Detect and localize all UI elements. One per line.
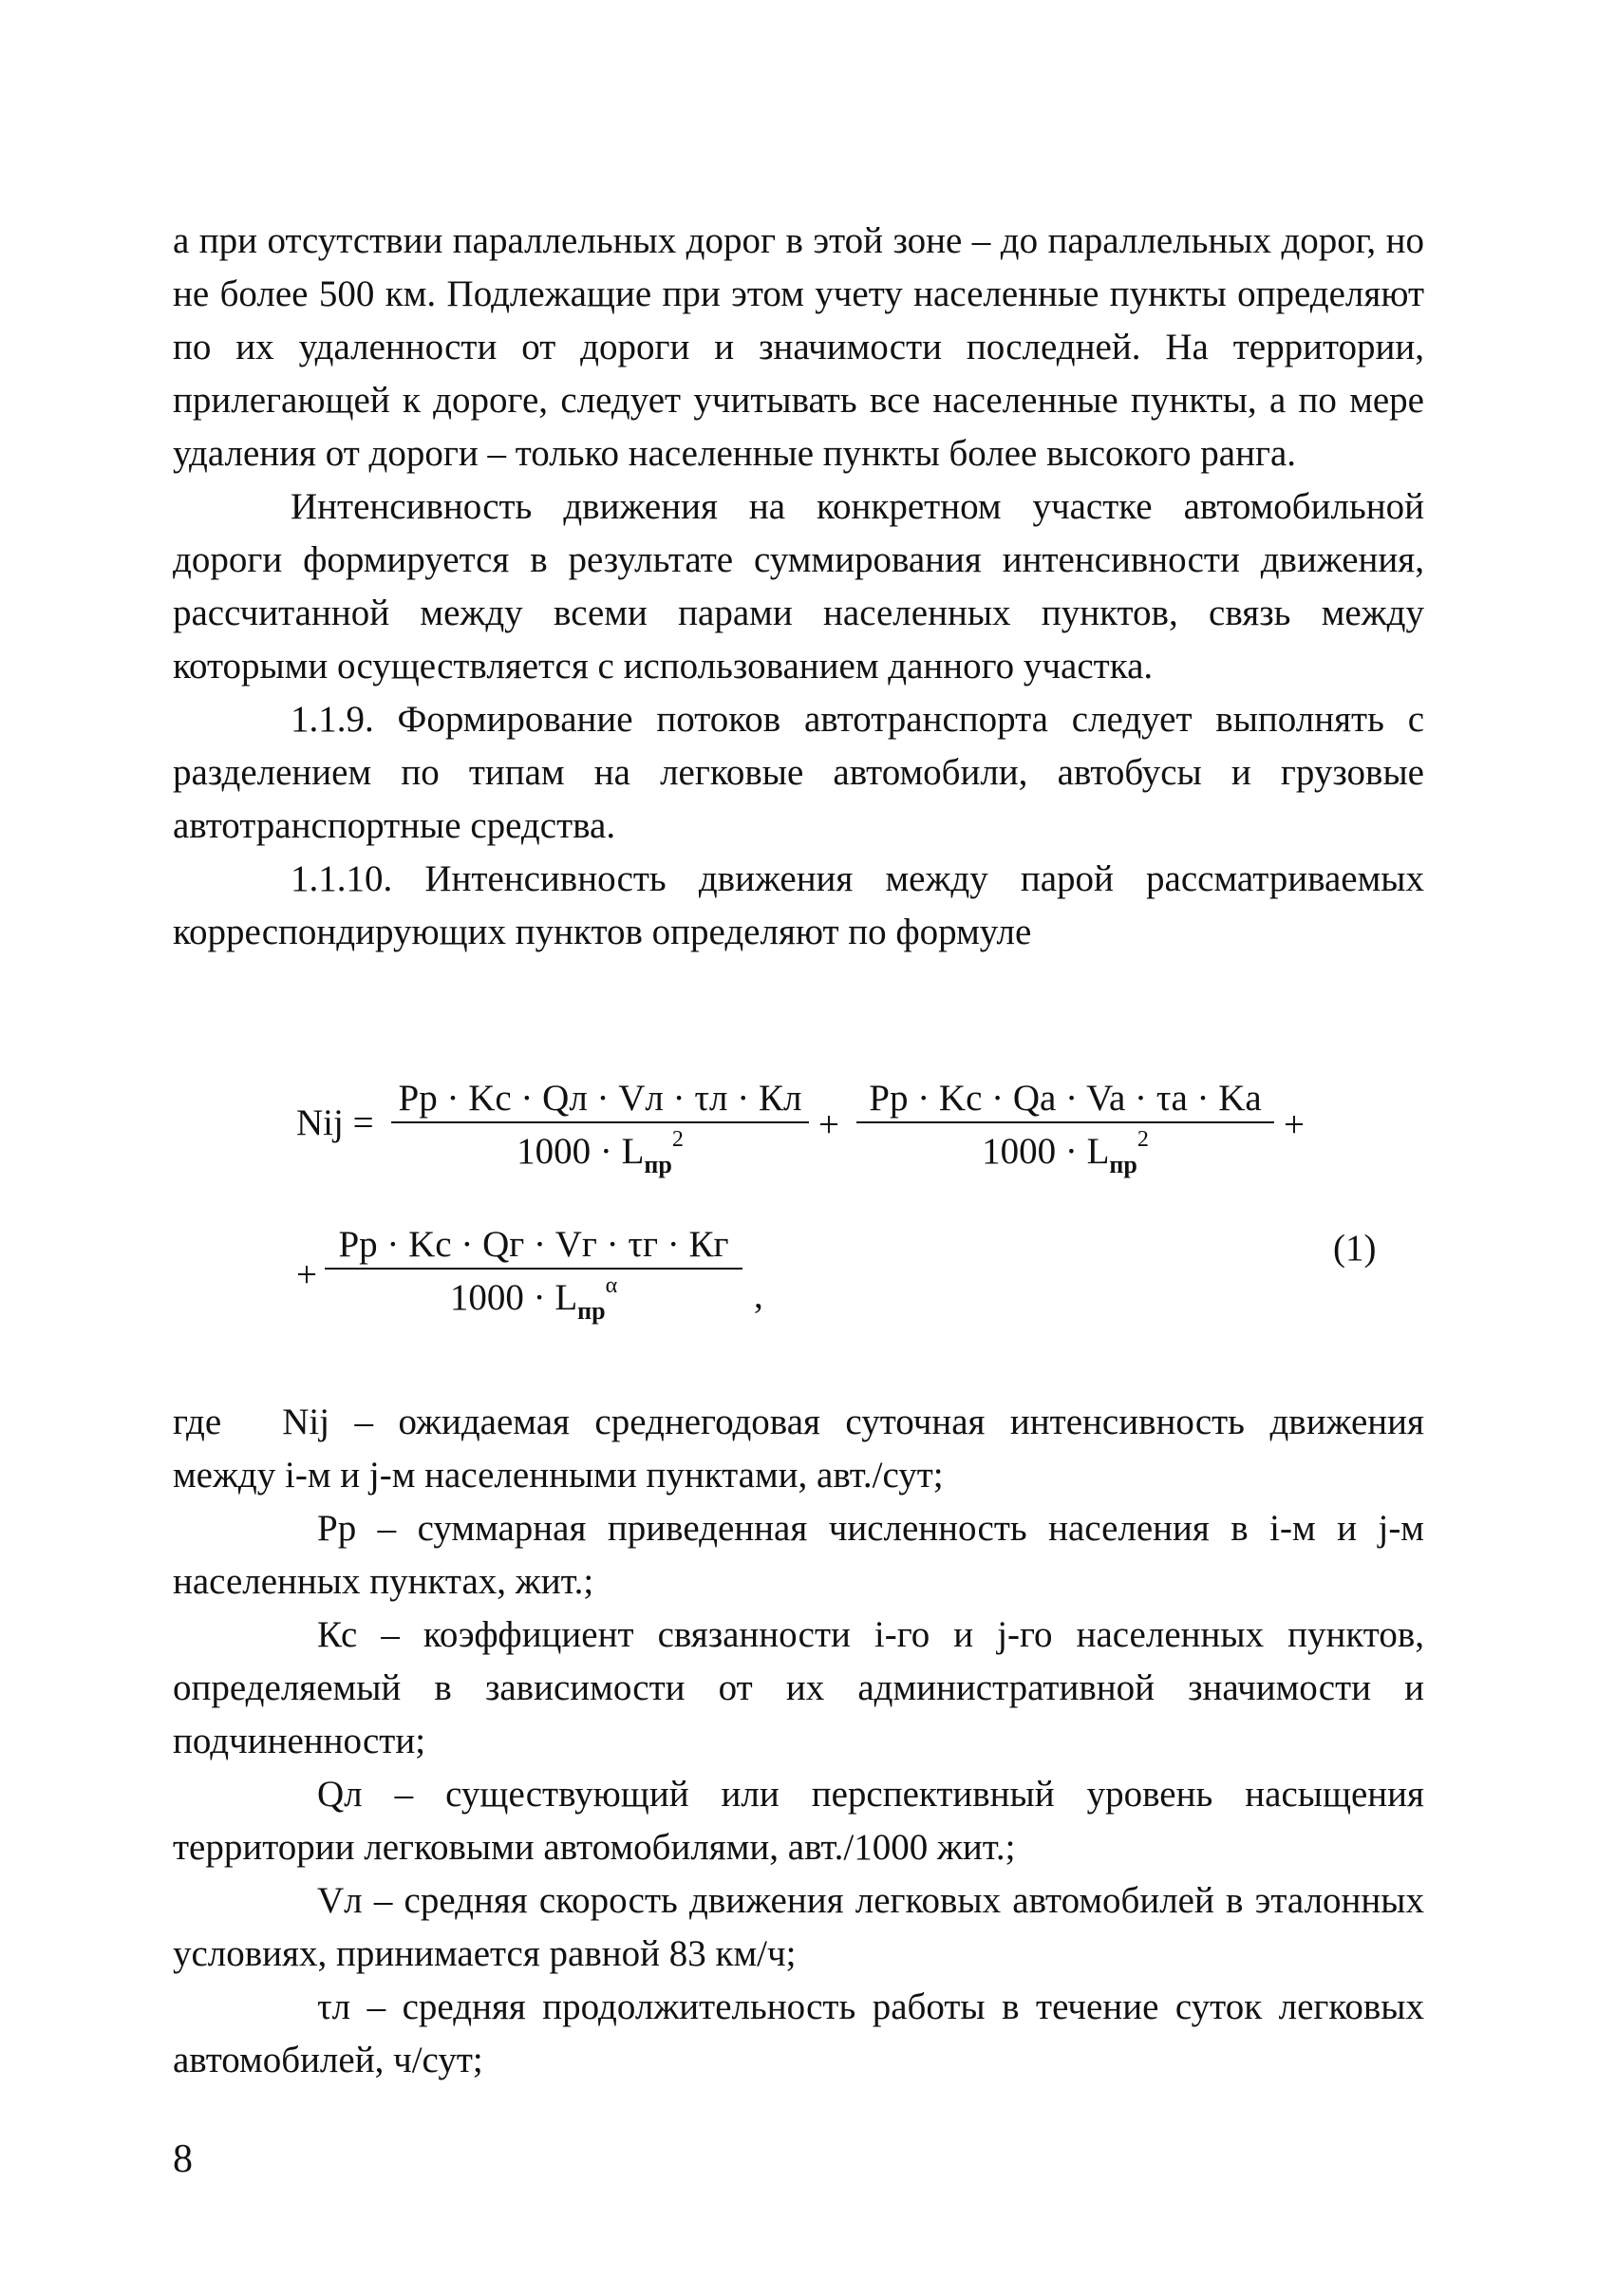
paragraph-1-1-9: 1.1.9. Формирование потоков автотранспорта следует выполнять с разделением по типам на легковые автомобили, автобусы и грузовые автотранспортные средства. xyxy=(173,699,1424,846)
den-prefix: 1000 · L xyxy=(449,1277,578,1318)
formula-comma: , xyxy=(754,1275,763,1316)
fraction-denominator xyxy=(391,1123,809,1179)
plus-sign: + xyxy=(1284,1104,1305,1145)
body-text xyxy=(173,215,1424,959)
definition-pp: Pp – суммарная приведенная численность населения в i-м и j-м населенных пунктах, жит.; xyxy=(173,1508,1424,1602)
page-number: 8 xyxy=(173,2137,193,2181)
definition-nij xyxy=(173,1396,1424,1502)
formula-lhs: Nij = xyxy=(296,1102,374,1143)
den-prefix: 1000 · L xyxy=(982,1131,1110,1172)
paragraph-continuation: а при отсутствии параллельных дорог в этой зоне – до параллельных дорог, но не более 500 км. Подлежащие при этом учету населенные пункты определяют по их удаленности от дороги и значимости последней. На территории, прилегающей к дороге, следует учитывать все населенные пункты, а по мере удаления от дороги – только населенные пункты более высокого ранга. xyxy=(173,220,1424,474)
fraction-buses xyxy=(856,1077,1274,1179)
definition-tl: τл – средняя продолжительность работы в течение суток легковых автомобилей, ч/сут; xyxy=(173,1986,1424,2080)
variable-definitions xyxy=(173,1396,1424,2087)
den-exponent: α xyxy=(605,1273,618,1298)
fraction-numerator: Pp · Kc · Qл · Vл · τл · Кл xyxy=(391,1077,809,1123)
den-subscript: пр xyxy=(644,1151,672,1178)
definition-kc: Кс – коэффициент связанности i-го и j-го населенных пунктов, определяемый в зависимости от их административной значимости и подчиненности; xyxy=(173,1614,1424,1761)
paragraph-intensity: Интенсивность движения на конкретном участке автомобильной дороги формируется в результате суммирования интенсивности движения, рассчитанной между всеми парами населенных пунктов, связь между которыми осуществляется с использованием данного участка. xyxy=(173,486,1424,687)
definition-nij-text: Nij – ожидаемая среднегодовая суточная интенсивность движения между i-м и j-м населенными пунктами, авт./сут; xyxy=(173,1402,1424,1496)
den-subscript: пр xyxy=(1109,1151,1137,1178)
fraction-numerator: Pp · Kc · Qг · Vг · τг · Кг xyxy=(325,1223,742,1270)
paragraph-1-1-10: 1.1.10. Интенсивность движения между парой рассматриваемых корреспондирующих пунктов определяют по формуле xyxy=(173,858,1424,952)
den-subscript: пр xyxy=(577,1297,606,1325)
where-label: где xyxy=(173,1402,222,1442)
plus-sign: + xyxy=(818,1104,839,1145)
definition-ql: Qл – существующий или перспективный уровень насыщения территории легковыми автомобилями, авт./1000 жит.; xyxy=(173,1774,1424,1868)
den-exponent: 2 xyxy=(671,1127,684,1152)
fraction-numerator: Pp · Kc · Qa · Va · τa · Ka xyxy=(856,1077,1274,1123)
fraction-denominator xyxy=(325,1270,742,1326)
equation-number: (1) xyxy=(1333,1228,1377,1269)
den-prefix: 1000 · L xyxy=(517,1131,645,1172)
den-exponent: 2 xyxy=(1137,1127,1149,1152)
plus-sign: + xyxy=(296,1254,317,1295)
formula-1 xyxy=(173,1063,1424,1367)
definition-vl: Vл – средняя скорость движения легковых автомобилей в эталонных условиях, принимается равной 83 км/ч; xyxy=(173,1880,1424,1974)
fraction-trucks xyxy=(325,1223,742,1326)
fraction-denominator xyxy=(856,1123,1274,1179)
fraction-passenger-cars xyxy=(391,1077,809,1179)
